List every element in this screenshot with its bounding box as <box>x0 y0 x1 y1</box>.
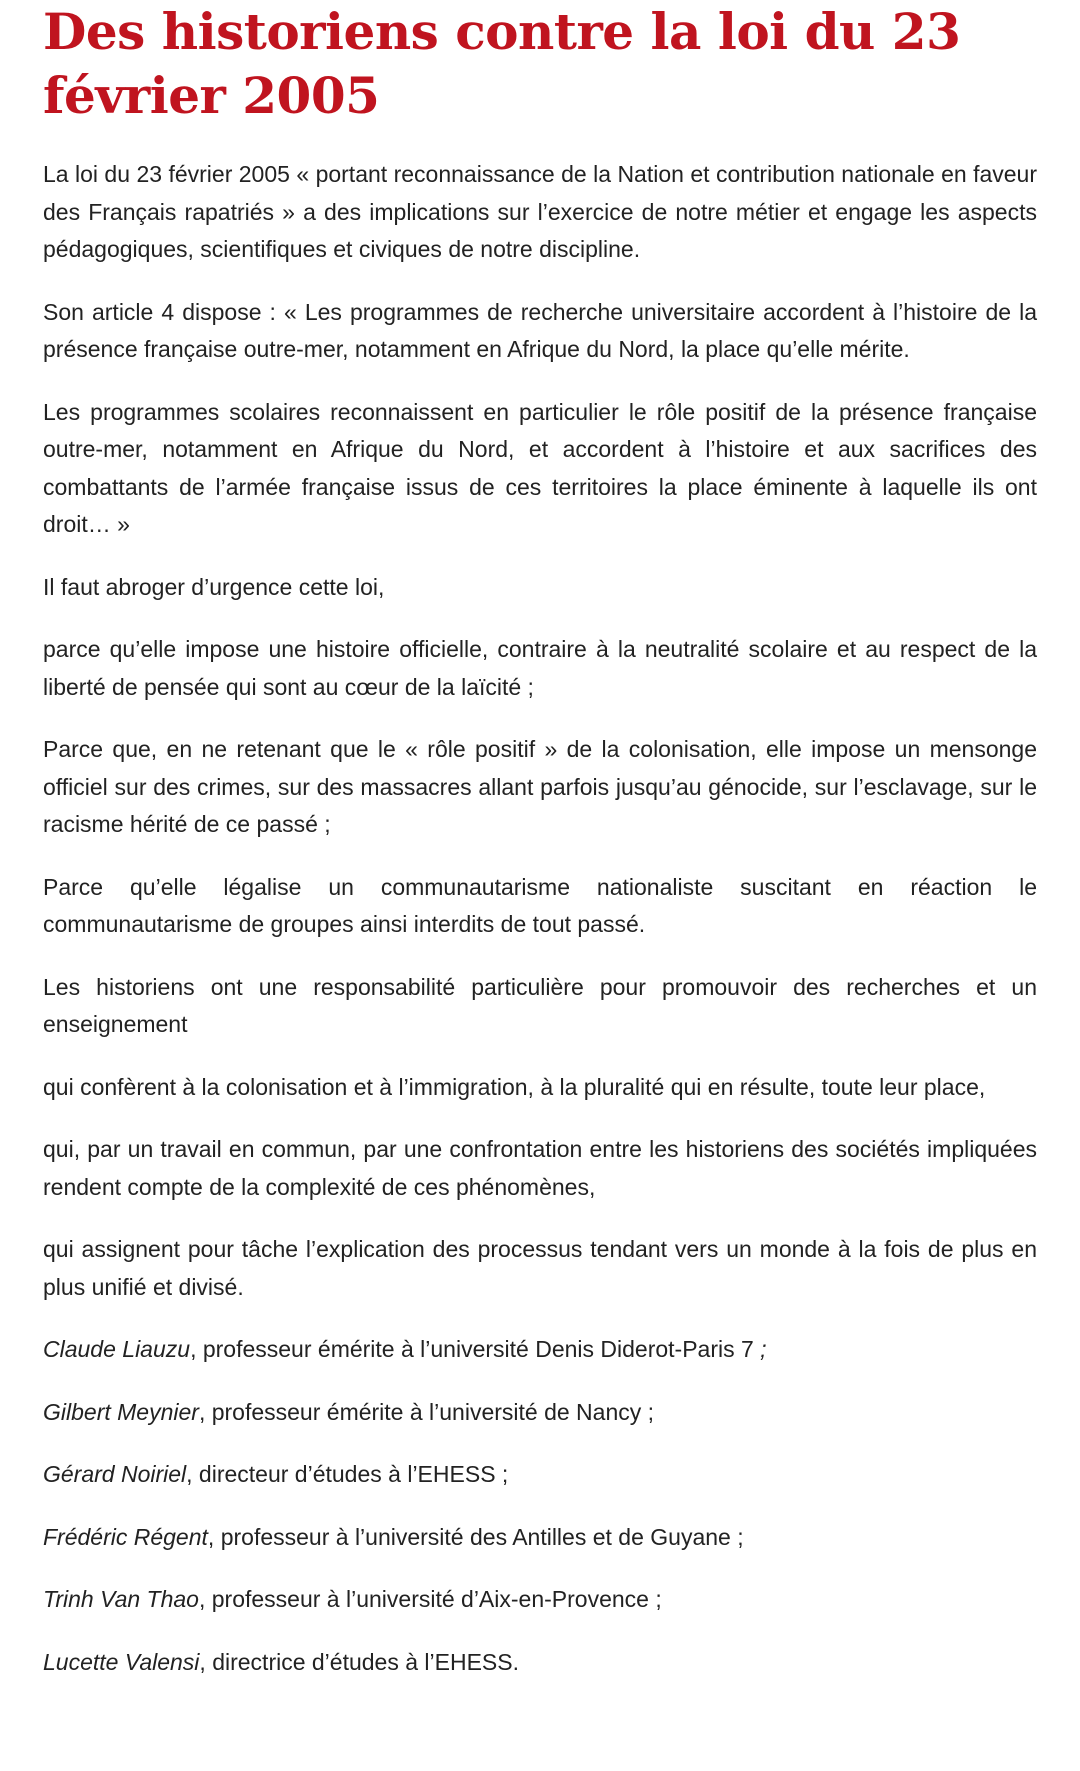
paragraph-responsibility: Les historiens ont une responsabilité particulière pour promouvoir des recherches et un enseignement <box>43 973 1037 1037</box>
signatory-end: ; <box>753 1336 767 1362</box>
signatory-role: , professeur émérite à l’université Denis Diderot-Paris 7 <box>190 1336 754 1362</box>
paragraph-confrontation: qui, par un travail en commun, par une confrontation entre les historiens des sociétés impliquées rendent compte de la complexité de ces phénomènes, <box>43 1136 1037 1200</box>
article-title: Des historiens contre la loi du 23 février 2005 <box>43 2 961 125</box>
signatories-list <box>43 1331 1037 1681</box>
article-body <box>43 156 1037 1681</box>
signatory-role: , directeur d’études à l’EHESS ; <box>186 1461 509 1487</box>
signatory-name: Claude Liauzu <box>43 1336 191 1362</box>
paragraph-abrogate: Il faut abroger d’urgence cette loi, <box>43 573 385 600</box>
signatory <box>43 1331 1037 1369</box>
paragraph-communautarisme: Parce qu’elle légalise un communautarisme nationaliste suscitant en réaction le communautarisme de groupes ainsi interdits de tout passé. <box>43 873 1037 937</box>
article <box>43 0 1037 1681</box>
paragraph-explanation: qui assignent pour tâche l’explication des processus tendant vers un monde à la fois de plus en plus unifié et divisé. <box>43 1236 1037 1300</box>
signatory-role: , professeur à l’université des Antilles et de Guyane ; <box>207 1523 744 1550</box>
signatory <box>43 1519 1037 1557</box>
signatory-role: , professeur émérite à l’université de Nancy ; <box>198 1398 655 1425</box>
signatory <box>43 1394 1037 1432</box>
signatory-name: Gérard Noiriel <box>43 1461 187 1487</box>
signatory-role: , professeur à l’université d’Aix-en-Provence ; <box>198 1586 662 1612</box>
signatory <box>43 1456 1037 1494</box>
paragraph-official-history: parce qu’elle impose une histoire officielle, contraire à la neutralité scolaire et au respect de la liberté de pensée qui sont au cœur de la laïcité ; <box>43 636 1037 700</box>
paragraph-intro: La loi du 23 février 2005 « portant reconnaissance de la Nation et contribution nationale en faveur des Français rapatriés » a des implications sur l’exercice de notre métier et engage les aspects pédagogiques, scientifiques et civiques de notre discipline. <box>43 161 1037 262</box>
signatory-name: Lucette Valensi <box>43 1648 200 1675</box>
signatory-name: Frédéric Régent <box>43 1523 208 1550</box>
signatory-role: , directrice d’études à l’EHESS. <box>199 1648 520 1675</box>
signatory <box>43 1581 1037 1619</box>
paragraph-positive-role: Parce que, en ne retenant que le « rôle positif » de la colonisation, elle impose un mensonge officiel sur des crimes, sur des massacres allant parfois jusqu’au génocide, sur l’esclavage, sur le racisme hérité de ce passé ; <box>43 736 1037 837</box>
signatory <box>43 1644 1037 1682</box>
paragraph-article-4: Son article 4 dispose : « Les programmes de recherche universitaire accordent à l’histoire de la présence française outre-mer, notamment en Afrique du Nord, la place qu’elle mérite. <box>43 298 1037 362</box>
signatory-name: Trinh Van Thao <box>43 1586 199 1612</box>
paragraph-school-programs: Les programmes scolaires reconnaissent en particulier le rôle positif de la présence française outre-mer, notamment en Afrique du Nord, et accordent à l’histoire et aux sacrifices des combattants de l’armée française issus de ces territoires la place éminente à laquelle ils ont droit… » <box>43 398 1037 537</box>
paragraph-colonisation-immigration: qui confèrent à la colonisation et à l’immigration, à la pluralité qui en résulte, toute leur place, <box>43 1073 986 1100</box>
signatory-name: Gilbert Meynier <box>43 1398 199 1425</box>
